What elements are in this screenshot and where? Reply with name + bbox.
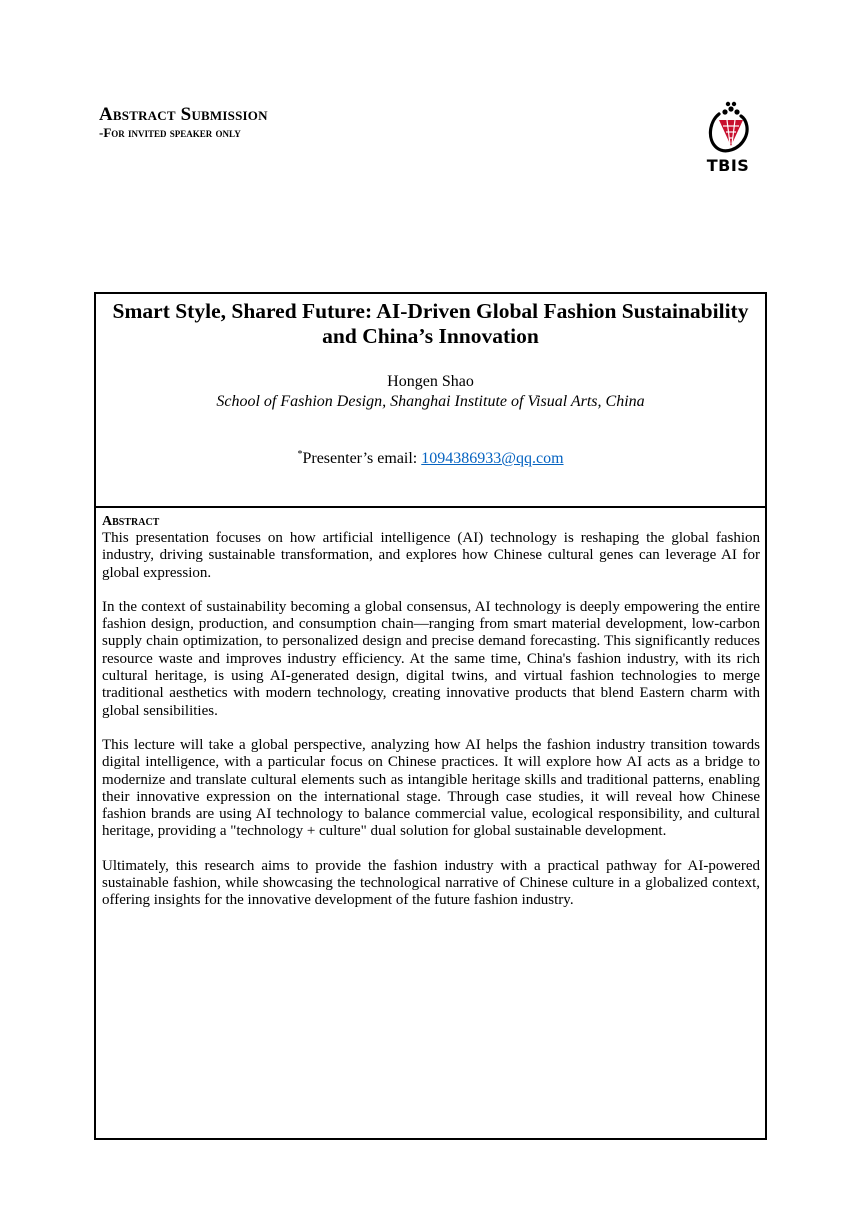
author-affiliation: School of Fashion Design, Shanghai Institute of Visual Arts, China — [216, 393, 645, 410]
abstract-heading: Abstract — [102, 514, 160, 529]
tbis-logo-icon — [705, 100, 751, 156]
abstract-box — [94, 506, 767, 1140]
title-box — [94, 292, 767, 508]
email-link[interactable]: 1094386933@qq.com — [421, 450, 564, 467]
author-name: Hongen Shao — [387, 373, 474, 390]
abstract-paragraph: This presentation focuses on how artificial intelligence (AI) technology is reshaping the global fashion industry, driving sustainable transformation, and explores how Chinese cultural genes can leverage AI for global expression. — [102, 530, 760, 581]
abstract-paragraph: This lecture will take a global perspective, analyzing how AI helps the fashion industry transition towards digital intelligence, with a particular focus on Chinese practices. It will explore how AI acts as a bridge to modernize and translate cultural elements such as intangible heritage skills and traditional patterns, enabling their innovative expression on the international stage. Through case studies, it will reveal how Chinese fashion brands are using AI technology to balance commercial value, ecological responsibility, and cultural heritage, providing a "technology + culture" dual solution for global sustainable development. — [102, 736, 760, 840]
logo-text: TBIS — [706, 156, 750, 175]
abstract-paragraph: In the context of sustainability becoming a global consensus, AI technology is deeply empowering the entire fashion design, production, and consumption chain—ranging from smart material development, low-carbon supply chain optimization, to personalized design and precise demand forecasting. This significantly reduces resource waste and improves industry efficiency. At the same time, China's fashion industry, with its rich cultural heritage, is using AI-generated design, digital twins, and virtual fashion technologies to merge traditional aesthetics with modern technology, creating innovative products that blend Eastern charm with global sensibilities. — [102, 598, 760, 719]
tbis-logo — [695, 100, 761, 180]
abstract-paragraph: Ultimately, this research aims to provide the fashion industry with a practical pathway for AI-powered sustainable fashion, while showcasing the technological narrative of Chinese culture in a globalized context, offering insights for the innovative development of the future fashion industry. — [102, 857, 760, 909]
submission-note: -For invited speaker only — [99, 125, 241, 140]
email-label: Presenter’s email: — [302, 450, 422, 467]
submission-header — [99, 104, 268, 140]
paper-title: Smart Style, Shared Future: AI-Driven Global Fashion Sustainability and China’s Innovation — [112, 299, 749, 348]
presenter-email-line — [96, 449, 765, 469]
email-marker: * — [297, 449, 303, 460]
submission-title: Abstract Submission — [99, 104, 268, 125]
